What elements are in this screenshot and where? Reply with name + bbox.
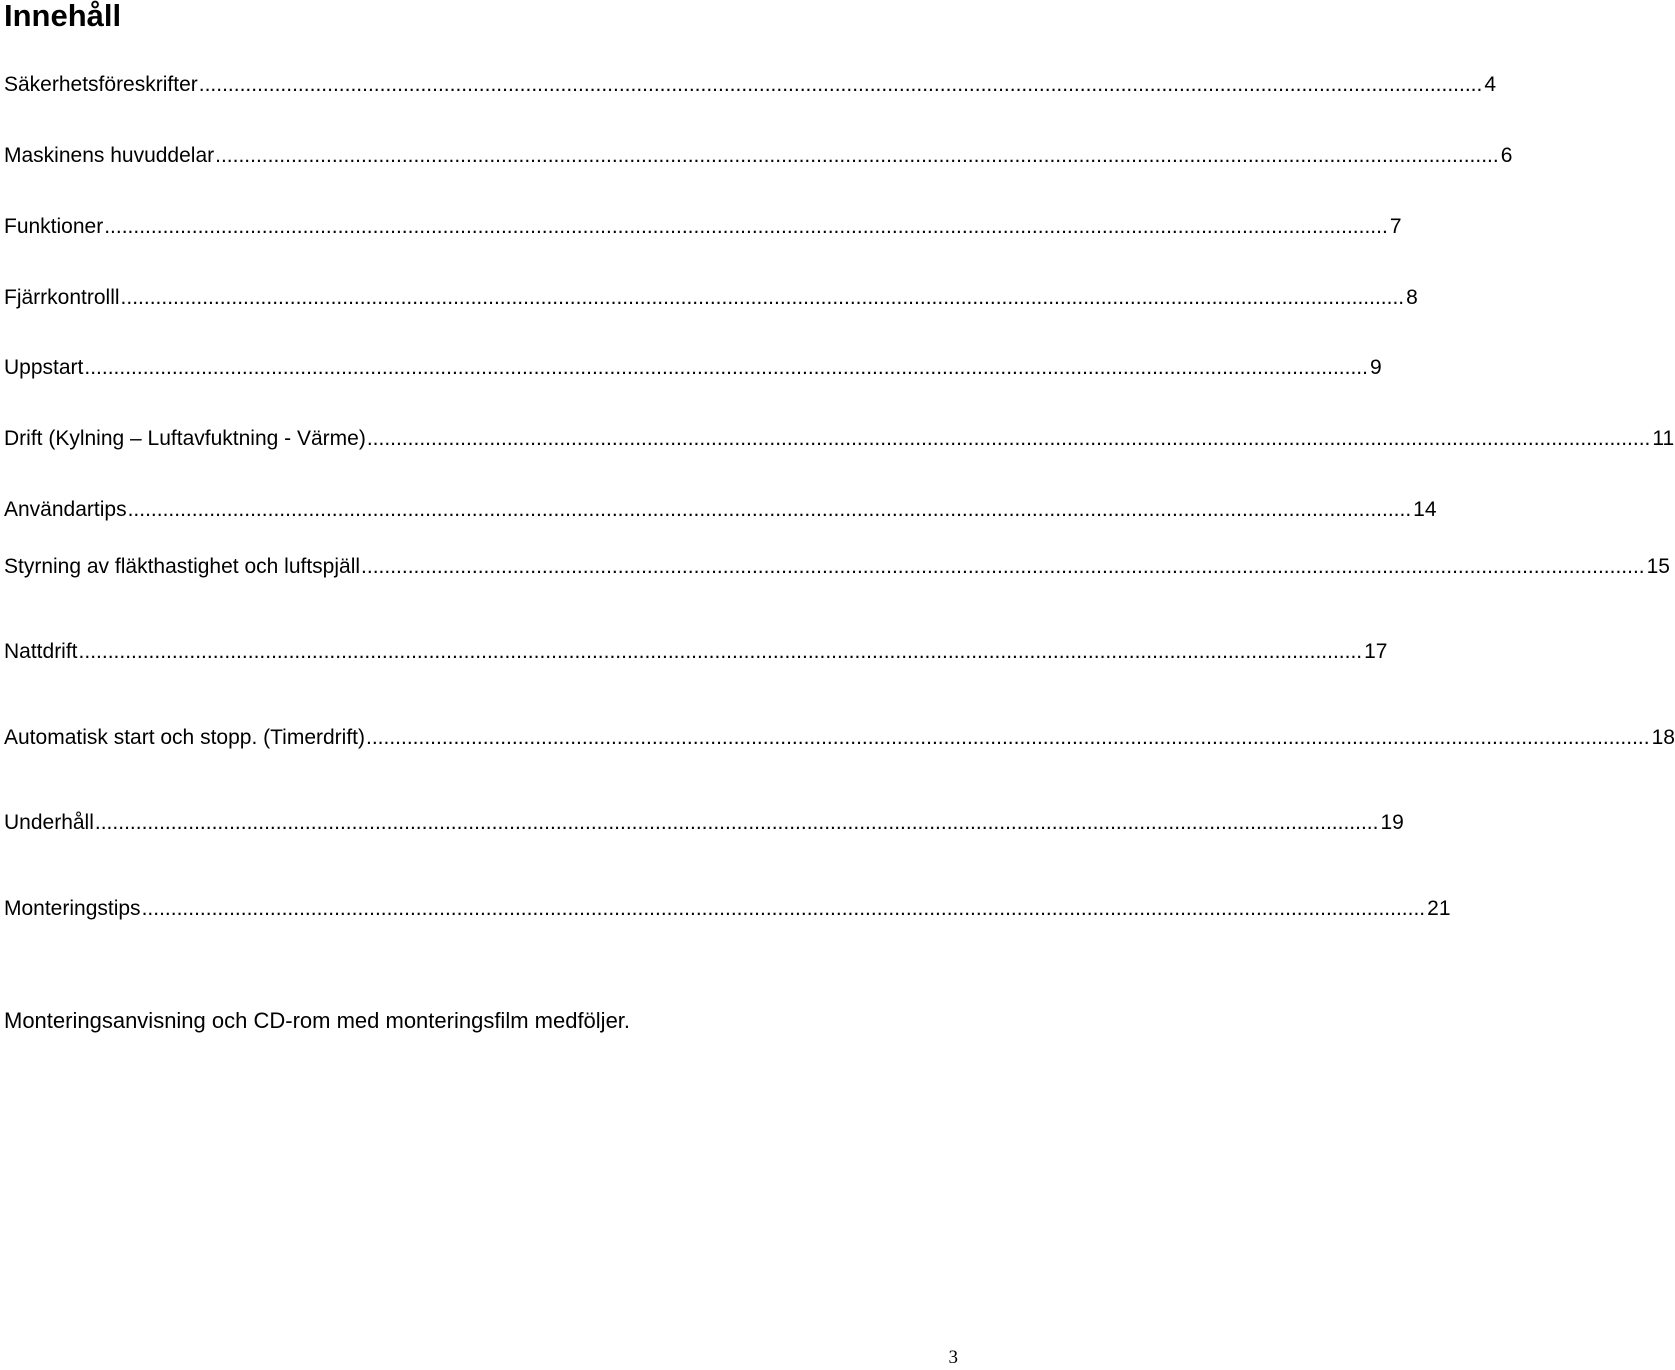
toc-entry-label: Uppstart (4, 356, 84, 379)
toc-entry-page: 19 (1380, 811, 1404, 834)
toc-entry-styrning[interactable] (4, 552, 1670, 582)
toc-dot-leader: ............................................................................................................................................................................................................................ (78, 640, 1363, 663)
toc-entry-label: Nattdrift (4, 640, 78, 663)
toc-dot-leader: ............................................................................................................................................................................................................................ (215, 144, 1499, 167)
toc-dot-leader: ............................................................................................................................................................................................................................ (366, 726, 1650, 749)
toc-entry-label: Säkerhetsföreskrifter (4, 73, 198, 96)
toc-entry-label: Underhåll (4, 811, 94, 834)
toc-entry-page: 11 (1652, 427, 1675, 450)
toc-entry-anvandartips[interactable] (4, 495, 1437, 525)
toc-dot-leader: ............................................................................................................................................................................................................................ (198, 73, 1483, 96)
toc-entry-uppstart[interactable] (4, 353, 1382, 383)
toc-entry-page: 7 (1389, 215, 1402, 238)
toc-entry-funktioner[interactable] (4, 212, 1402, 242)
toc-entry-maskinens-huvuddelar[interactable] (4, 141, 1513, 171)
toc-entry-nattdrift[interactable] (4, 637, 1388, 667)
toc-entry-drift[interactable] (4, 424, 1675, 454)
toc-entry-page: 14 (1413, 498, 1437, 521)
toc-dot-leader: ............................................................................................................................................................................................................................ (127, 498, 1412, 521)
toc-entry-page: 6 (1500, 144, 1513, 167)
toc-entry-underhall[interactable] (4, 808, 1404, 838)
toc-dot-leader: ............................................................................................................................................................................................................................ (141, 897, 1426, 920)
toc-entry-page: 17 (1364, 640, 1388, 663)
toc-dot-leader: ............................................................................................................................................................................................................................ (366, 427, 1651, 450)
toc-entry-page: 8 (1406, 286, 1418, 309)
toc-dot-leader: ............................................................................................................................................................................................................................ (94, 811, 1379, 834)
toc-dot-leader: ............................................................................................................................................................................................................................ (120, 286, 1405, 309)
toc-entry-label: Automatisk start och stopp. (Timerdrift) (4, 726, 365, 749)
toc-entry-page: 9 (1369, 356, 1382, 379)
toc-entry-label: Styrning av fläkthastighet och luftspjäll (4, 555, 361, 578)
toc-entry-sakerhetsforeskrifter[interactable] (4, 70, 1497, 100)
toc-entry-fjarrkontroll[interactable] (4, 283, 1418, 313)
toc-entry-page: 4 (1484, 73, 1497, 96)
toc-entry-automatisk-start[interactable] (4, 723, 1675, 753)
included-items-note: Monteringsanvisning och CD-rom med monteringsfilm medföljer. (4, 1008, 631, 1033)
toc-entry-monteringstips[interactable] (4, 894, 1451, 924)
toc-entry-label: Fjärrkontrolll (4, 286, 120, 309)
toc-entry-page: 15 (1646, 555, 1670, 578)
toc-entry-label: Monteringstips (4, 897, 141, 920)
toc-dot-leader: ............................................................................................................................................................................................................................ (104, 215, 1388, 238)
toc-entry-page: 21 (1427, 897, 1451, 920)
toc-dot-leader: ............................................................................................................................................................................................................................ (361, 555, 1645, 578)
toc-entry-label: Funktioner (4, 215, 104, 238)
toc-entry-label: Användartips (4, 498, 127, 521)
toc-entry-label: Drift (Kylning – Luftavfuktning - Värme) (4, 427, 366, 450)
toc-entry-page: 18 (1651, 726, 1675, 749)
toc-dot-leader: ............................................................................................................................................................................................................................ (84, 356, 1368, 379)
page-title: Innehåll (4, 0, 122, 33)
page-number: 3 (948, 1347, 958, 1368)
toc-entry-label: Maskinens huvuddelar (4, 144, 215, 167)
